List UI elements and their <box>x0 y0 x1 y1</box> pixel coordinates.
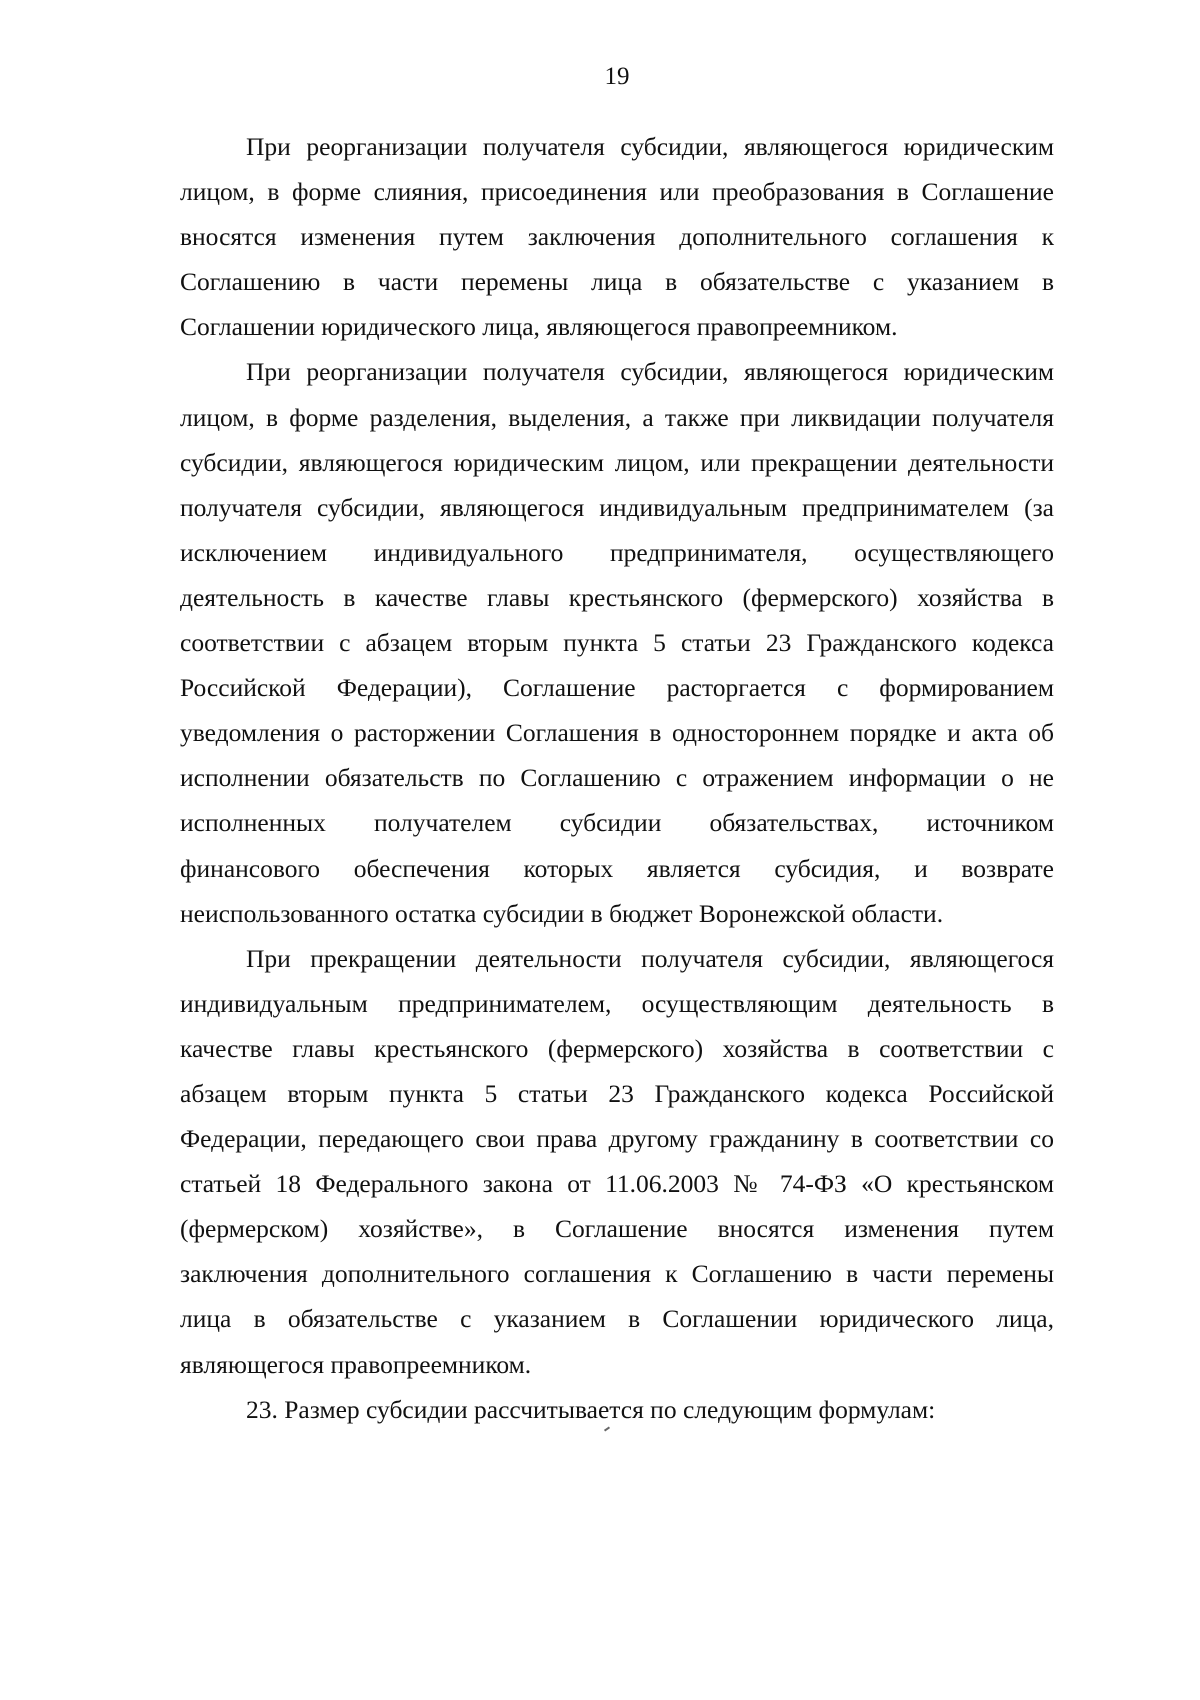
text-line: 23. Размер субсидии рассчитывается по следующим формулам: <box>246 1394 936 1424</box>
text-line: абзацем вторым пункта 5 статьи 23 Гражданского кодекса Российской <box>180 1078 1054 1108</box>
text-line: При реорганизации получателя субсидии, являющегося юридическим <box>246 357 1054 387</box>
text-line: лица в обязательстве с указанием в Соглашении юридического лица, <box>180 1304 1054 1334</box>
page-number: 19 <box>604 63 630 90</box>
text-line: финансового обеспечения которых является субсидия, и возврате <box>180 853 1054 883</box>
text-line: являющегося правопреемником. <box>180 1349 532 1379</box>
text-line: При реорганизации получателя субсидии, являющегося юридическим <box>246 132 1054 161</box>
text-line: вносятся изменения путем заключения дополнительного соглашения к <box>180 222 1054 252</box>
text-line: Федерации, передающего свои права другому гражданину в соответствии со <box>180 1124 1054 1154</box>
text-line: соответствии с абзацем вторым пункта 5 статьи 23 Гражданского кодекса <box>180 628 1054 658</box>
text-line: заключения дополнительного соглашения к Соглашению в части перемены <box>180 1259 1054 1289</box>
paragraph-reorganization-division <box>180 349 1054 935</box>
text-line: субсидии, являющегося юридическим лицом, или прекращении деятельности <box>180 447 1054 477</box>
text-line: исключением индивидуального предпринимателя, осуществляющего <box>180 537 1054 567</box>
document-body <box>180 124 1054 1432</box>
text-line: исполненных получателем субсидии обязательствах, источником <box>180 808 1054 838</box>
text-line: уведомления о расторжении Соглашения в одностороннем порядке и акта об <box>180 718 1054 748</box>
text-line: лицом, в форме разделения, выделения, а также при ликвидации получателя <box>180 402 1054 432</box>
text-line: неиспользованного остатка субсидии в бюджет Воронежской области. <box>180 898 944 928</box>
text-line: лицом, в форме слияния, присоединения или преобразования в Соглашение <box>180 177 1054 207</box>
paragraph-item-23-heading <box>180 1387 1054 1432</box>
text-line: Соглашении юридического лица, являющегося правопреемником. <box>180 312 898 342</box>
text-line: статьей 18 Федерального закона от 11.06.2003 № 74-ФЗ «О крестьянском <box>180 1169 1054 1199</box>
text-line: При прекращении деятельности получателя субсидии, являющегося <box>246 943 1054 973</box>
text-line: индивидуальным предпринимателем, осуществляющим деятельность в <box>180 988 1054 1018</box>
paragraph-reorganization-merger <box>180 124 1054 349</box>
text-line: получателя субсидии, являющегося индивидуальным предпринимателем (за <box>180 492 1054 522</box>
text-line: Соглашению в части перемены лица в обязательстве с указанием в <box>180 267 1054 297</box>
text-line: (фермерском) хозяйстве», в Соглашение вносятся изменения путем <box>180 1214 1054 1244</box>
paragraph-farm-transfer <box>180 936 1054 1387</box>
text-line: исполнении обязательств по Соглашению с отражением информации о не <box>180 763 1054 793</box>
text-line: Российской Федерации), Соглашение расторгается с формированием <box>180 673 1054 703</box>
text-line: деятельность в качестве главы крестьянского (фермерского) хозяйства в <box>180 582 1054 612</box>
text-line: качестве главы крестьянского (фермерского) хозяйства в соответствии с <box>180 1033 1054 1063</box>
